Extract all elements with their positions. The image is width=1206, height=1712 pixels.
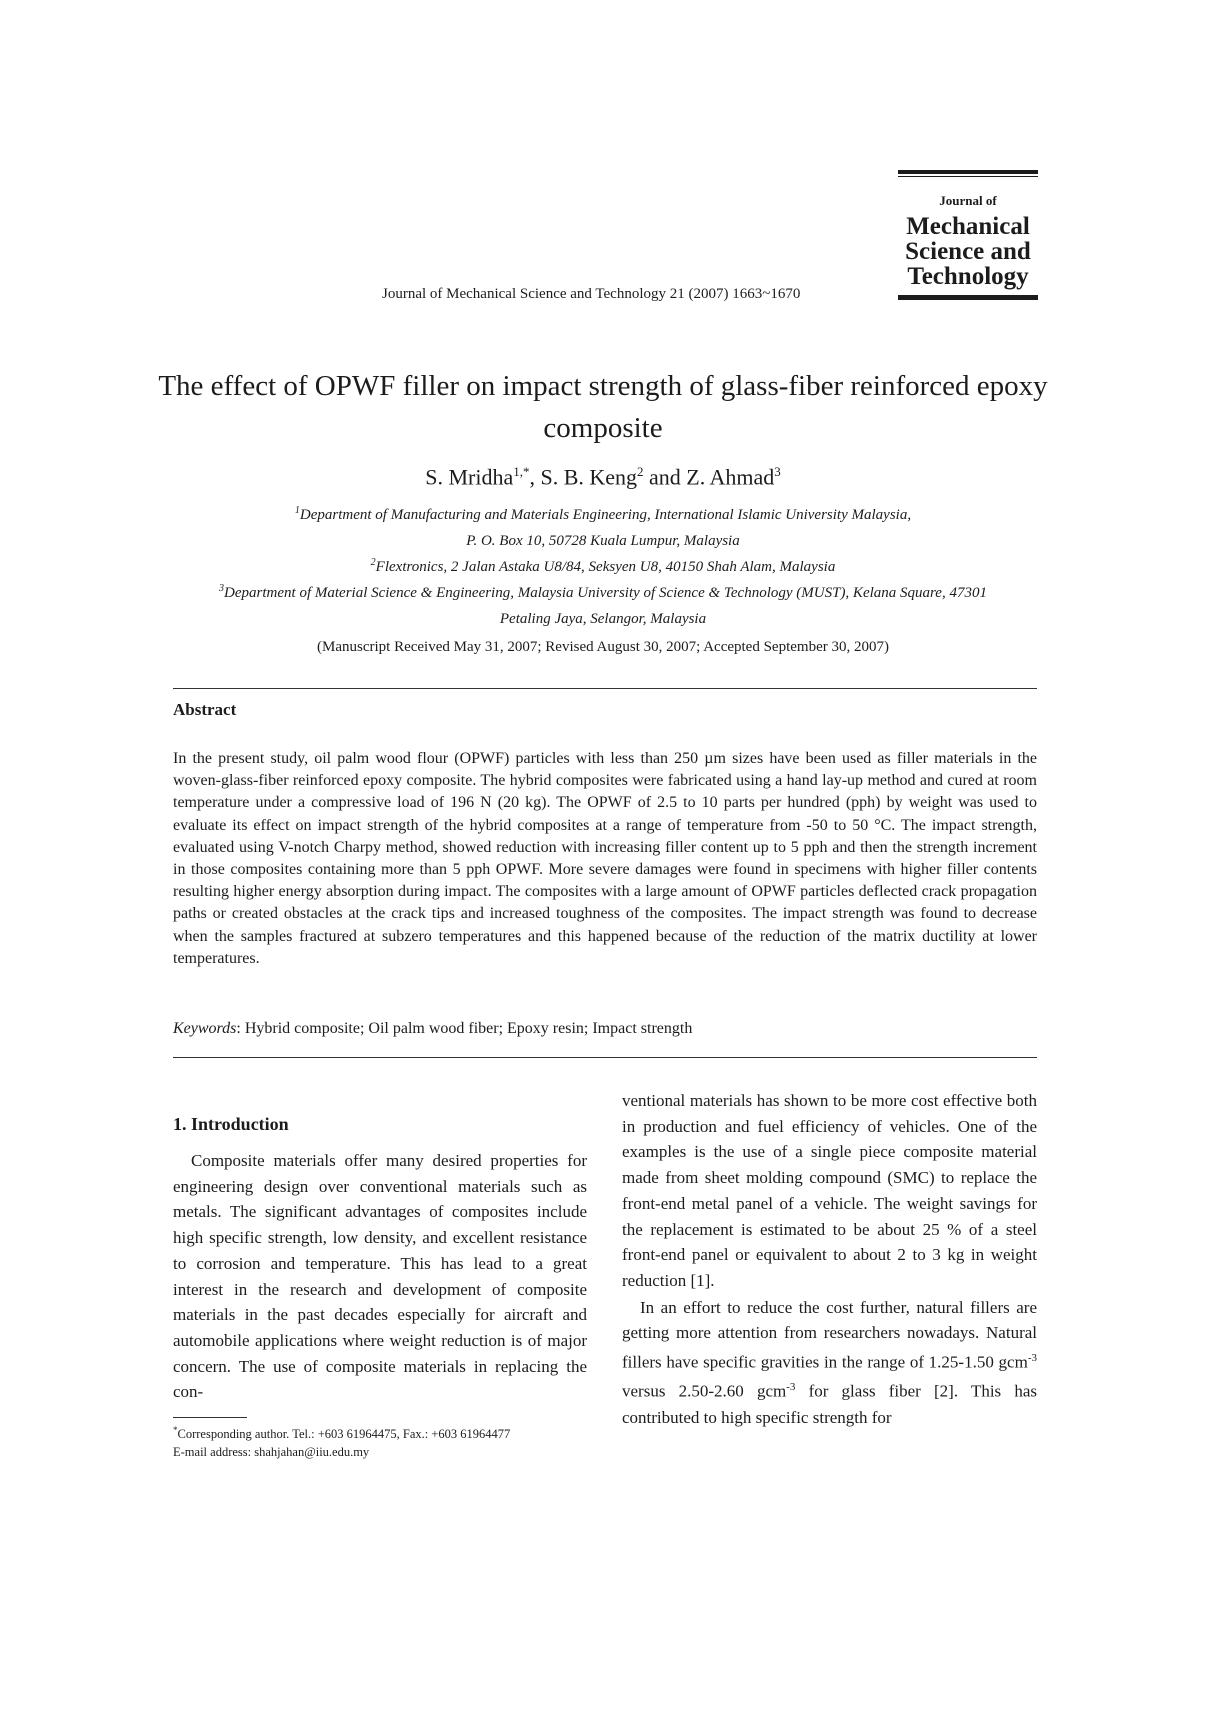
abstract-body: In the present study, oil palm wood flour (OPWF) particles with less than 250 µm sizes have been used as filler materials in the woven-glass-fiber reinforced epoxy composite. The hybrid composites were fabricated using a hand lay-up method and cured at room temperature under a compressive load of 196 N (20 kg). The OPWF of 2.5 to 10 parts per hundred (pph) by weight was used to evaluate its effect on impact strength of the hybrid composites at a range of temperature from -50 to 50 °C. The impact strength, evaluated using V-notch Charpy method, showed reduction with increasing filler content up to 5 pph and then the strength increment in those composites containing more than 5 pph OPWF. More severe damages were found in specimens with higher filler contents resulting higher energy absorption during impact. The composites with a large amount of OPWF particles deflected crack propagation paths or created obstacles at the crack tips and increased toughness of the composites. The impact strength was found to decrease when the samples fractured at subzero temperatures and this happened because of the reduction of the matrix ductility at lower temperatures. bbox=[173, 750, 1037, 967]
body-column-left bbox=[173, 1148, 587, 1405]
author-affiliation-mark: 3 bbox=[774, 464, 781, 479]
logo-line-science: Science and bbox=[905, 238, 1031, 265]
superscript: -3 bbox=[1027, 1352, 1037, 1365]
superscript: -3 bbox=[786, 1381, 796, 1394]
journal-citation: Journal of Mechanical Science and Technology 21 (2007) 1663~1670 bbox=[382, 286, 801, 302]
keywords bbox=[173, 1020, 692, 1038]
author-separator: and bbox=[643, 464, 687, 490]
body-paragraph bbox=[622, 1295, 1037, 1431]
affiliation-mark: 1 bbox=[294, 505, 300, 516]
paper-title: The effect of OPWF filler on impact strength of glass-fiber reinforced epoxy composite bbox=[158, 370, 1048, 444]
paragraph-text: versus 2.50-2.60 gcm bbox=[622, 1382, 787, 1402]
body-paragraph: ventional materials has shown to be more cost effective both in production and fuel efficiency of vehicles. One of the examples is the use of a single piece composite material made from sheet molding compound (SMC) to replace the front-end metal panel of a vehicle. The weight savings for the replacement is estimated to be about 25 % of a steel front-end panel or equivalent to about 2 to 3 kg in weight reduction [1]. bbox=[622, 1091, 1037, 1290]
author-name: Z. Ahmad bbox=[686, 464, 775, 490]
footnote-email: E-mail address: shahjahan@iiu.edu.my bbox=[173, 1445, 370, 1460]
author-list bbox=[150, 464, 1056, 490]
logo-top-rule-thin bbox=[898, 176, 1038, 177]
affiliation-line bbox=[150, 604, 1056, 630]
logo-line-mechanical: Mechanical bbox=[906, 213, 1030, 240]
keywords-list: : Hybrid composite; Oil palm wood fiber; Epoxy resin; Impact strength bbox=[236, 1020, 693, 1037]
body-paragraph: Composite materials offer many desired properties for engineering design over conventional materials such as metals. The significant advantages of composites include high specific strength, low density, and excellent resistance to corrosion and temperature. This has lead to a great interest in the research and development of composite materials in the past decades especially for aircraft and automobile applications where weight reduction is of major concern. The use of composite materials in replacing the con- bbox=[173, 1151, 587, 1402]
abstract-top-rule bbox=[173, 688, 1037, 689]
affiliation-mark: 3 bbox=[219, 583, 225, 594]
body-column-right bbox=[622, 1088, 1037, 1430]
affiliation-line bbox=[150, 526, 1056, 552]
footnote-text: Corresponding author. Tel.: +603 61964475, Fax.: +603 61964477 bbox=[177, 1427, 511, 1442]
logo-journal-name bbox=[898, 214, 1038, 289]
abstract-heading: Abstract bbox=[173, 700, 237, 719]
affiliation-line bbox=[150, 500, 1056, 526]
footnote-mark: * bbox=[173, 1425, 178, 1435]
author-affiliation-mark: 1,* bbox=[513, 464, 530, 479]
author-name: S. B. Keng bbox=[540, 464, 638, 490]
paragraph-text: In an effort to reduce the cost further, natural fillers are getting more attention from researchers nowadays. Natural fillers have specific gravities in the range of 1.25-1.50 gcm bbox=[622, 1297, 1037, 1372]
logo-top-rule bbox=[898, 170, 1038, 174]
affiliation-line bbox=[150, 552, 1056, 578]
affiliation-text: Flextronics, 2 Jalan Astaka U8/84, Seksyen U8, 40150 Shah Alam, Malaysia bbox=[375, 559, 836, 575]
affiliation-list bbox=[150, 500, 1056, 630]
section-heading-introduction: 1. Introduction bbox=[173, 1114, 289, 1134]
author-affiliation-mark: 2 bbox=[637, 464, 644, 479]
author-name: S. Mridha bbox=[425, 464, 514, 490]
keywords-label: Keywords bbox=[173, 1020, 237, 1037]
affiliation-mark: 2 bbox=[370, 557, 376, 568]
affiliation-text: P. O. Box 10, 50728 Kuala Lumpur, Malaysia bbox=[466, 533, 740, 549]
logo-bottom-rules bbox=[898, 295, 1038, 300]
journal-logo bbox=[898, 170, 1038, 300]
abstract-bottom-rule bbox=[173, 1057, 1037, 1058]
logo-bottom-rule bbox=[898, 296, 1038, 300]
author-separator: , bbox=[529, 464, 541, 490]
affiliation-text: Department of Material Science & Engineering, Malaysia University of Science & Technology (MUST), Kelana Square, 47301 bbox=[224, 585, 987, 601]
logo-line-technology: Technology bbox=[907, 263, 1029, 290]
manuscript-dates: (Manuscript Received May 31, 2007; Revised August 30, 2007; Accepted September 30, 2007) bbox=[317, 639, 889, 655]
paragraph-text: for glass fiber [2]. This has contributed to high specific strength for bbox=[622, 1382, 1037, 1427]
footnote bbox=[173, 1421, 510, 1461]
affiliation-text: Department of Manufacturing and Materials Engineering, International Islamic University Malaysia, bbox=[299, 507, 912, 523]
affiliation-text: Petaling Jaya, Selangor, Malaysia bbox=[499, 611, 707, 627]
affiliation-line bbox=[150, 578, 1056, 604]
footnote-rule bbox=[173, 1417, 247, 1418]
logo-journal-of: Journal of bbox=[939, 193, 997, 208]
footnote-corresponding bbox=[173, 1421, 510, 1443]
